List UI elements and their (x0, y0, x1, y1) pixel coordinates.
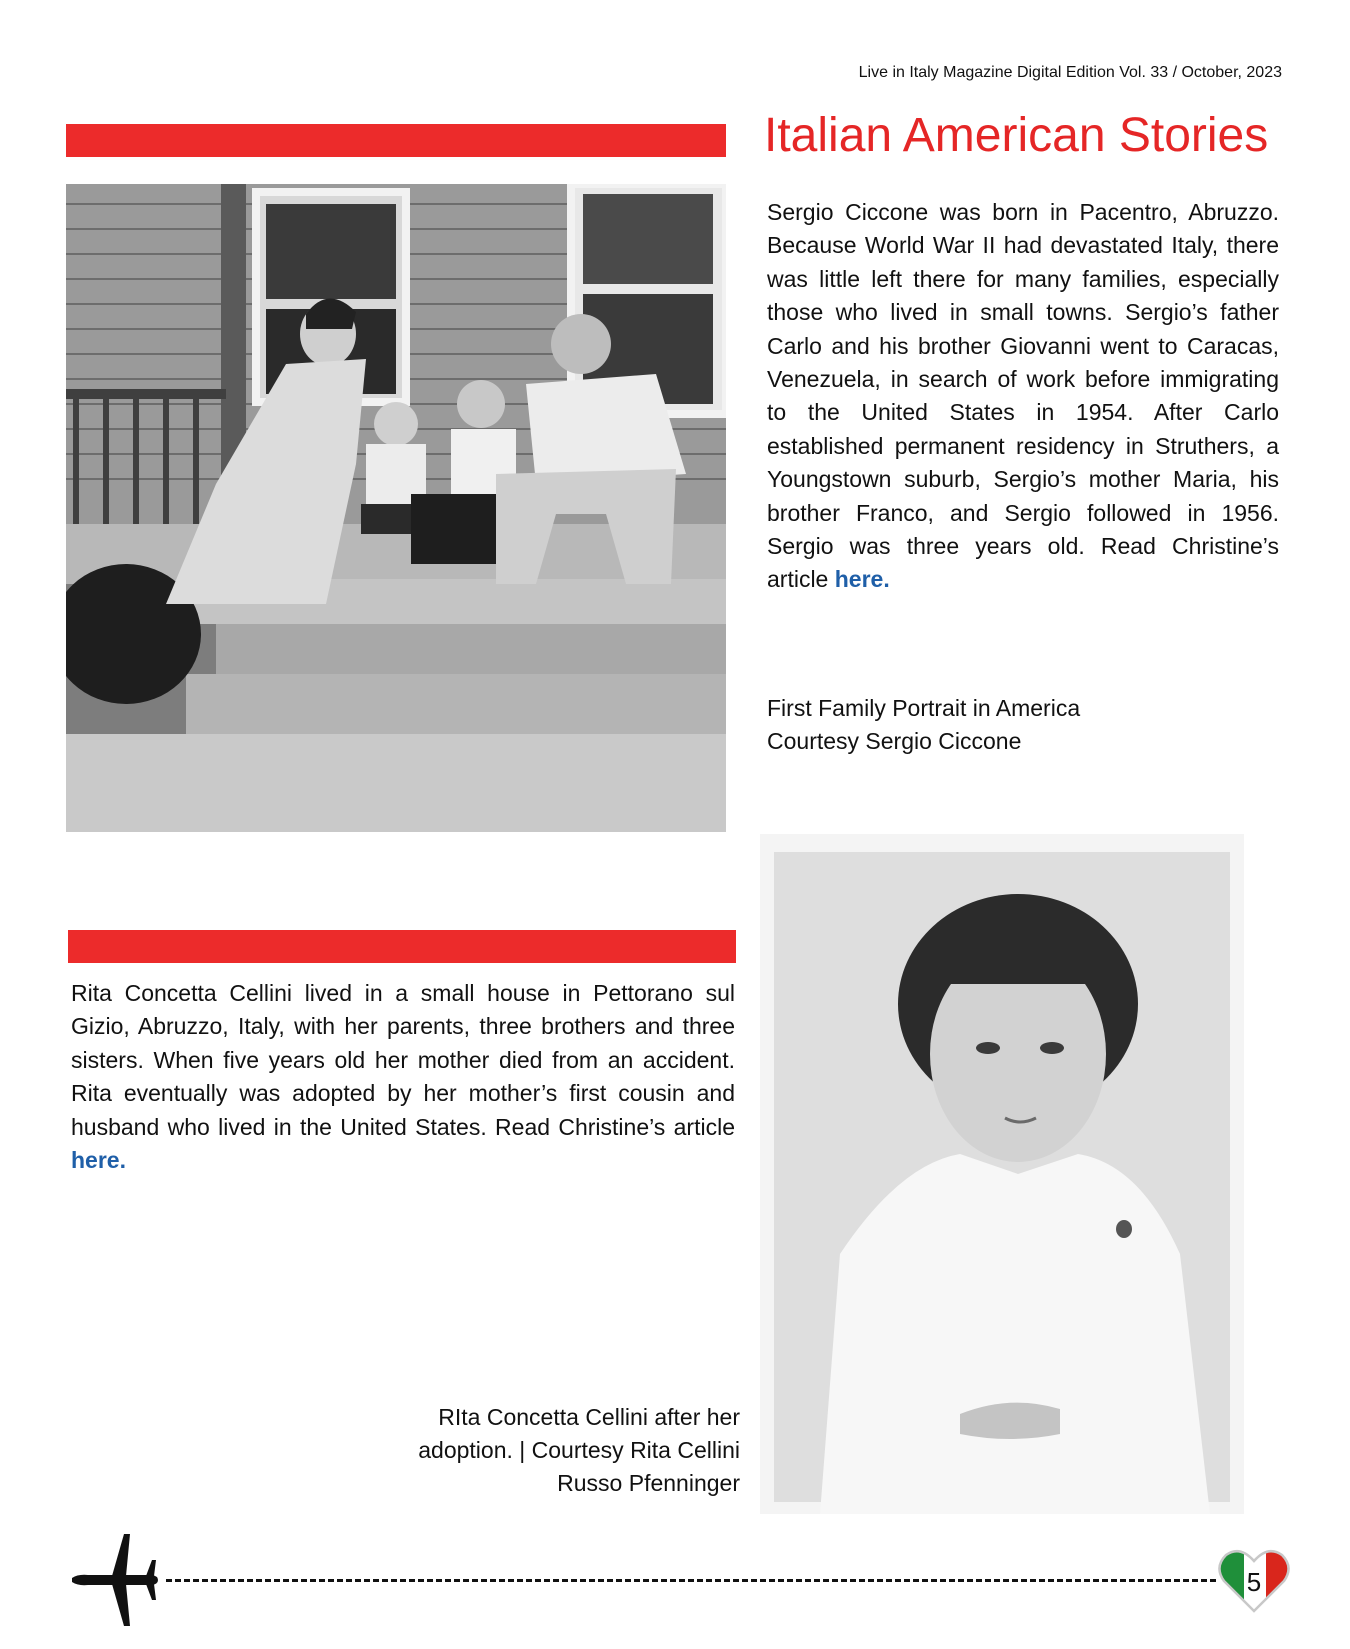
rita-article-link[interactable]: here. (71, 1147, 126, 1174)
caption-line: Russo Pfenninger (557, 1470, 740, 1496)
family-portrait-caption (767, 692, 1267, 758)
rita-story-text: Rita Concetta Cellini lived in a small house in Pettorano sul Gizio, Abruzzo, Italy, with her parents, three brothers and three sisters. When five years old her mother died from an accident. Rita eventually was adopted by her mother’s first cousin and husband who lived in the United States. Read Christine’s article (71, 980, 735, 1140)
page-title: Italian American Stories (764, 109, 1269, 162)
rita-portrait-photo (760, 834, 1244, 1514)
family-portrait-photo (66, 184, 726, 832)
red-accent-bar-top (66, 124, 726, 157)
edition-header: Live in Italy Magazine Digital Edition Vol. 33 / October, 2023 (858, 64, 1282, 81)
page-number: 5 (1246, 1567, 1262, 1597)
rita-portrait-caption (340, 1401, 740, 1500)
caption-line: Courtesy Sergio Ciccone (767, 728, 1022, 754)
caption-line: adoption. | Courtesy Rita Cellini (418, 1437, 740, 1463)
rita-story-paragraph (71, 977, 735, 1177)
sergio-story-paragraph (767, 196, 1279, 597)
caption-line: RIta Concetta Cellini after her (438, 1404, 740, 1430)
red-accent-bar-middle (68, 930, 736, 963)
sergio-article-link[interactable]: here. (834, 566, 890, 593)
airplane-icon (68, 1532, 160, 1628)
caption-line: First Family Portrait in America (767, 695, 1081, 721)
sergio-story-text: Sergio Ciccone was born in Pacentro, Abruzzo. Because World War II had devastated Italy, there was little left there for many families, especially those who lived in small towns. Sergio’s father Carlo and his brother Giovanni went to Caracas, Venezuela, in search of work before immigrating to the United States in 1954. After Carlo established permanent residency in Struthers, a Youngstown suburb, Sergio’s mother Maria, his brother Franco, and Sergio followed in 1956. Sergio was three years old. Read Christine’s article (767, 199, 1279, 593)
dashed-flight-path (166, 1579, 1216, 1582)
